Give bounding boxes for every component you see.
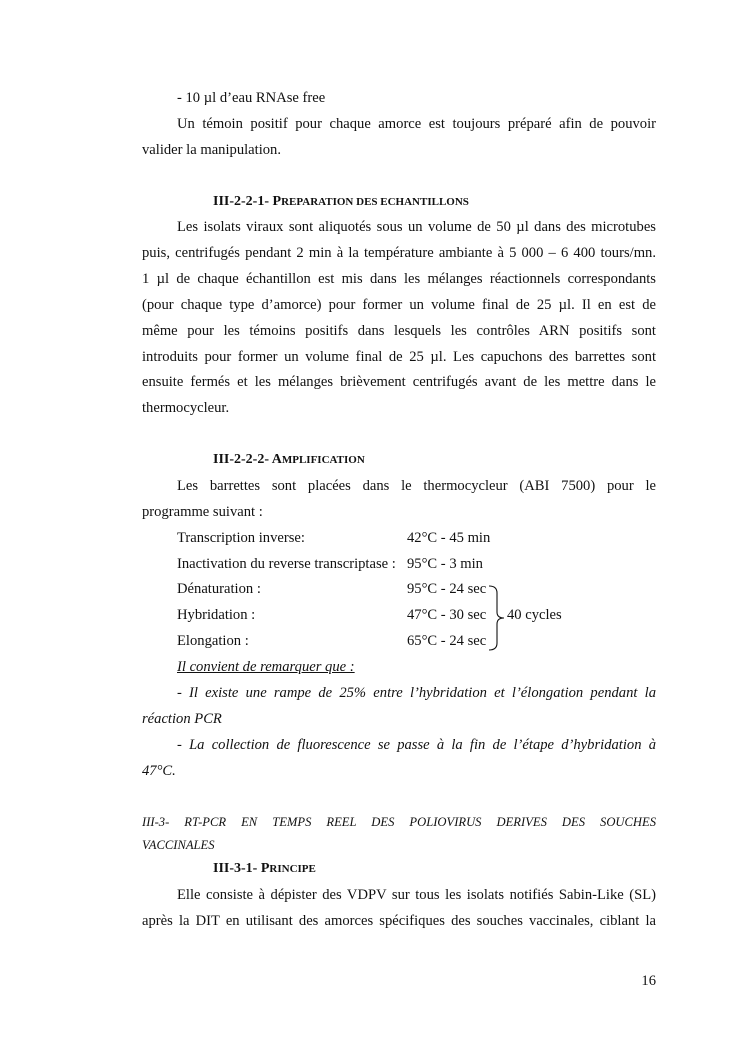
program-value: 95°C - 3 min: [407, 556, 483, 572]
section-heading-cont: VACCINALES: [142, 838, 215, 852]
text-line: - La collection de fluorescence se passe à la fin de l’étape d’hybridation à: [177, 737, 656, 753]
heading-number: III-2-2-1-: [213, 194, 273, 209]
text-line: même pour les témoins positifs dans lesquels les contrôles ARN positifs sont: [142, 323, 656, 339]
text-line: programme suivant :: [142, 504, 263, 520]
program-value: 47°C - 30 sec: [407, 607, 487, 623]
heading-number: III-2-2-2-: [213, 452, 272, 467]
heading-number: III-3-1-: [213, 861, 261, 876]
section-heading: III-3- RT-PCR EN TEMPS REEL DES POLIOVIRUS DERIVES DES SOUCHES: [142, 815, 656, 829]
text-line: après la DIT en utilisant des amorces spécifiques des souches vaccinales, ciblant la: [142, 913, 656, 929]
heading-initial: A: [271, 452, 282, 467]
text-line: Un témoin positif pour chaque amorce est toujours préparé afin de pouvoir: [177, 116, 656, 132]
program-step: Inactivation du reverse transcriptase :: [177, 556, 396, 572]
text-line: Les barrettes sont placées dans le thermocycleur (ABI 7500) pour le: [177, 478, 656, 494]
heading-amplification: [213, 451, 365, 469]
text-line: Elle consiste à dépister des VDPV sur tous les isolats notifiés Sabin-Like (SL): [177, 887, 656, 903]
text-line: puis, centrifugés pendant 2 min à la température ambiante à 5 000 – 6 400 tours/mn.: [142, 245, 656, 261]
text-line: (pour chaque type d’amorce) pour former un volume final de 25 µl. Il en est de: [142, 297, 656, 313]
program-value: 95°C - 24 sec: [407, 581, 487, 597]
heading-rest: MPLIFICATION: [281, 454, 365, 466]
program-step: Dénaturation :: [177, 581, 261, 597]
page-number: 16: [641, 973, 656, 989]
text-line: thermocycleur.: [142, 400, 230, 416]
program-value: 65°C - 24 sec: [407, 633, 487, 649]
heading-rest: RINCIPE: [269, 863, 316, 875]
text-line: réaction PCR: [142, 711, 222, 727]
text-line: valider la manipulation.: [142, 142, 282, 158]
heading-initial: P: [260, 861, 270, 876]
cycles-label: 40 cycles: [507, 607, 562, 623]
text-line: 47°C.: [142, 763, 176, 779]
text-line: 1 µl de chaque échantillon est mis dans les mélanges réactionnels correspondants: [142, 271, 656, 287]
program-step: Transcription inverse:: [177, 530, 305, 546]
program-step: Elongation :: [177, 633, 249, 649]
text-line: - 10 µl d’eau RNAse free: [177, 90, 326, 106]
program-step: Hybridation :: [177, 607, 256, 623]
program-value: 42°C - 45 min: [407, 530, 491, 546]
heading-principe: [213, 860, 316, 878]
heading-initial: P: [272, 194, 282, 209]
heading-rest: REPARATION DES ECHANTILLONS: [281, 196, 469, 208]
text-line: ensuite fermés et les mélanges brièvement centrifugés avant de les mettre dans le: [142, 374, 656, 390]
note-title: Il convient de remarquer que :: [177, 659, 355, 675]
text-line: introduits pour former un volume final de 25 µl. Les capuchons des barrettes sont: [142, 349, 656, 365]
text-line: - Il existe une rampe de 25% entre l’hybridation et l’élongation pendant la: [177, 685, 656, 701]
heading-preparation: [213, 193, 469, 211]
text-line: Les isolats viraux sont aliquotés sous un volume de 50 µl dans des microtubes: [177, 219, 656, 235]
